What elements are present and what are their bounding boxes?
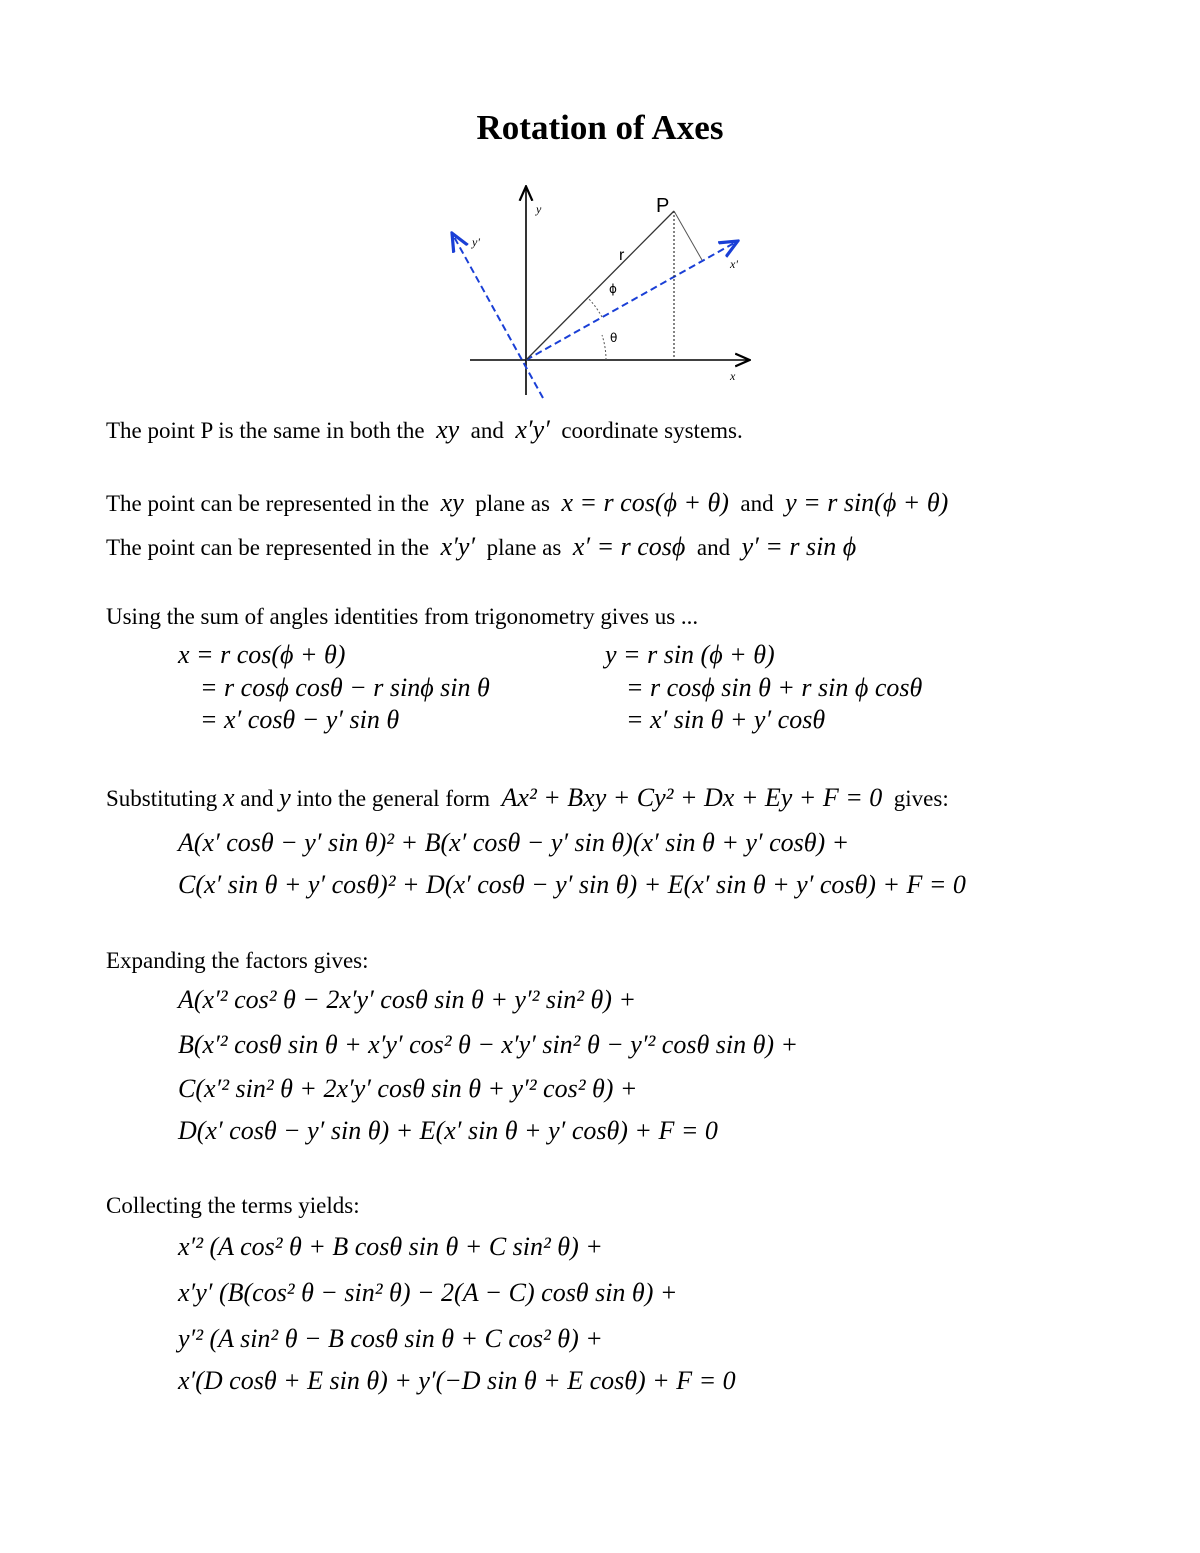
rep-xpyp-line xyxy=(106,532,856,562)
expanding-heading: Expanding the factors gives: xyxy=(106,948,369,973)
y-prime-axis xyxy=(453,235,543,398)
rep-xpyp-text1: The point can be represented in the xyxy=(106,535,430,560)
rep-xy-text1: The point can be represented in the xyxy=(106,491,430,516)
sub-eq-1: A(x′ cosθ − y′ sin θ)² + B(x′ cosθ − y′ sin θ)(x′ sin θ + y′ cosθ) + xyxy=(178,828,850,857)
sub-and: and xyxy=(240,786,274,811)
sub-x: x xyxy=(222,783,235,812)
sum-right-3: = x′ sin θ + y′ cosθ xyxy=(626,705,826,734)
intro-line xyxy=(106,415,743,445)
intro-text1: The point P is the same in both the xyxy=(106,418,425,443)
collect-eq-4: x′(D cosθ + E sin θ) + y′(−D sin θ + E cosθ) + F = 0 xyxy=(178,1366,736,1395)
sum-left-3: = x′ cosθ − y′ sin θ xyxy=(200,705,400,734)
substitute-line xyxy=(106,783,949,813)
perp-to-xprime xyxy=(674,211,702,260)
rep-xy-and: and xyxy=(740,491,774,516)
sub-eq-2: C(x′ sin θ + y′ cosθ)² + D(x′ cosθ − y′ sin θ) + E(x′ sin θ + y′ cosθ) + F = 0 xyxy=(178,870,966,899)
sum-left-1: x = r cos(ϕ + θ) xyxy=(178,640,346,669)
intro-and: and xyxy=(470,418,504,443)
sum-left-2: = r cosϕ cosθ − r sinϕ sin θ xyxy=(200,673,490,702)
intro-math-xpyp: x′y′ xyxy=(515,415,550,444)
collect-eq-2: x′y′ (B(cos² θ − sin² θ) − 2(A − C) cosθ sin θ) + xyxy=(178,1278,678,1307)
label-yprime: y' xyxy=(472,235,480,249)
sum-right-2: = r cosϕ sin θ + r sin ϕ cosθ xyxy=(626,673,923,702)
sub-y: y xyxy=(279,783,291,812)
intro-text2: coordinate systems. xyxy=(561,418,743,443)
sub-general-form: Ax² + Bxy + Cy² + Dx + Ey + F = 0 xyxy=(501,783,883,812)
rep-xpyp-text2: plane as xyxy=(486,535,562,560)
collecting-heading: Collecting the terms yields: xyxy=(106,1193,360,1218)
x-prime-axis xyxy=(526,242,736,360)
r-line xyxy=(526,211,674,360)
sub-text2: into the general form xyxy=(296,786,491,811)
rep-xy-line xyxy=(106,488,948,518)
sub-text3: gives: xyxy=(893,786,949,811)
rep-xpyp-eq1: x′ = r cosϕ xyxy=(572,532,686,561)
sub-text1: Substituting xyxy=(106,786,218,811)
rep-xpyp-math: x′y′ xyxy=(440,532,476,561)
collect-eq-3: y′² (A sin² θ − B cosθ sin θ + C cos² θ) + xyxy=(178,1324,603,1353)
label-xprime: x' xyxy=(730,257,738,271)
sum-angles-heading: Using the sum of angles identities from trigonometry gives us ... xyxy=(106,604,699,629)
expand-eq-3: C(x′² sin² θ + 2x′y′ cosθ sin θ + y′² cos² θ) + xyxy=(178,1074,638,1103)
page-title: Rotation of Axes xyxy=(476,108,724,147)
rep-xy-eq1: x = r cos(ϕ + θ) xyxy=(561,488,729,517)
expand-eq-1: A(x′² cos² θ − 2x′y′ cosθ sin θ + y′² sin² θ) + xyxy=(178,985,637,1014)
label-r: r xyxy=(619,247,625,264)
collect-eq-1: x′² (A cos² θ + B cosθ sin θ + C sin² θ) + xyxy=(178,1232,603,1261)
rep-xy-text2: plane as xyxy=(475,491,550,516)
expand-eq-2: B(x′² cosθ sin θ + x′y′ cos² θ − x′y′ sin² θ − y′² cosθ sin θ) + xyxy=(178,1030,799,1059)
label-x: x xyxy=(730,369,736,383)
rep-xpyp-and: and xyxy=(696,535,731,560)
phi-arc xyxy=(588,298,602,317)
sum-right-1: y = r sin (ϕ + θ) xyxy=(605,640,775,669)
label-P: P xyxy=(656,195,670,217)
intro-math-xy: xy xyxy=(436,415,460,444)
theta-arc xyxy=(602,335,606,360)
label-theta: θ xyxy=(610,331,618,345)
label-phi: ϕ xyxy=(609,282,617,296)
rep-xpyp-eq2: y′ = r sin ϕ xyxy=(741,532,857,561)
label-y: y xyxy=(536,202,542,216)
expand-eq-4: D(x′ cosθ − y′ sin θ) + E(x′ sin θ + y′ cosθ) + F = 0 xyxy=(178,1116,718,1145)
rep-xy-eq2: y = r sin(ϕ + θ) xyxy=(785,488,949,517)
rep-xy-math: xy xyxy=(440,488,464,517)
rotation-diagram xyxy=(440,180,770,415)
